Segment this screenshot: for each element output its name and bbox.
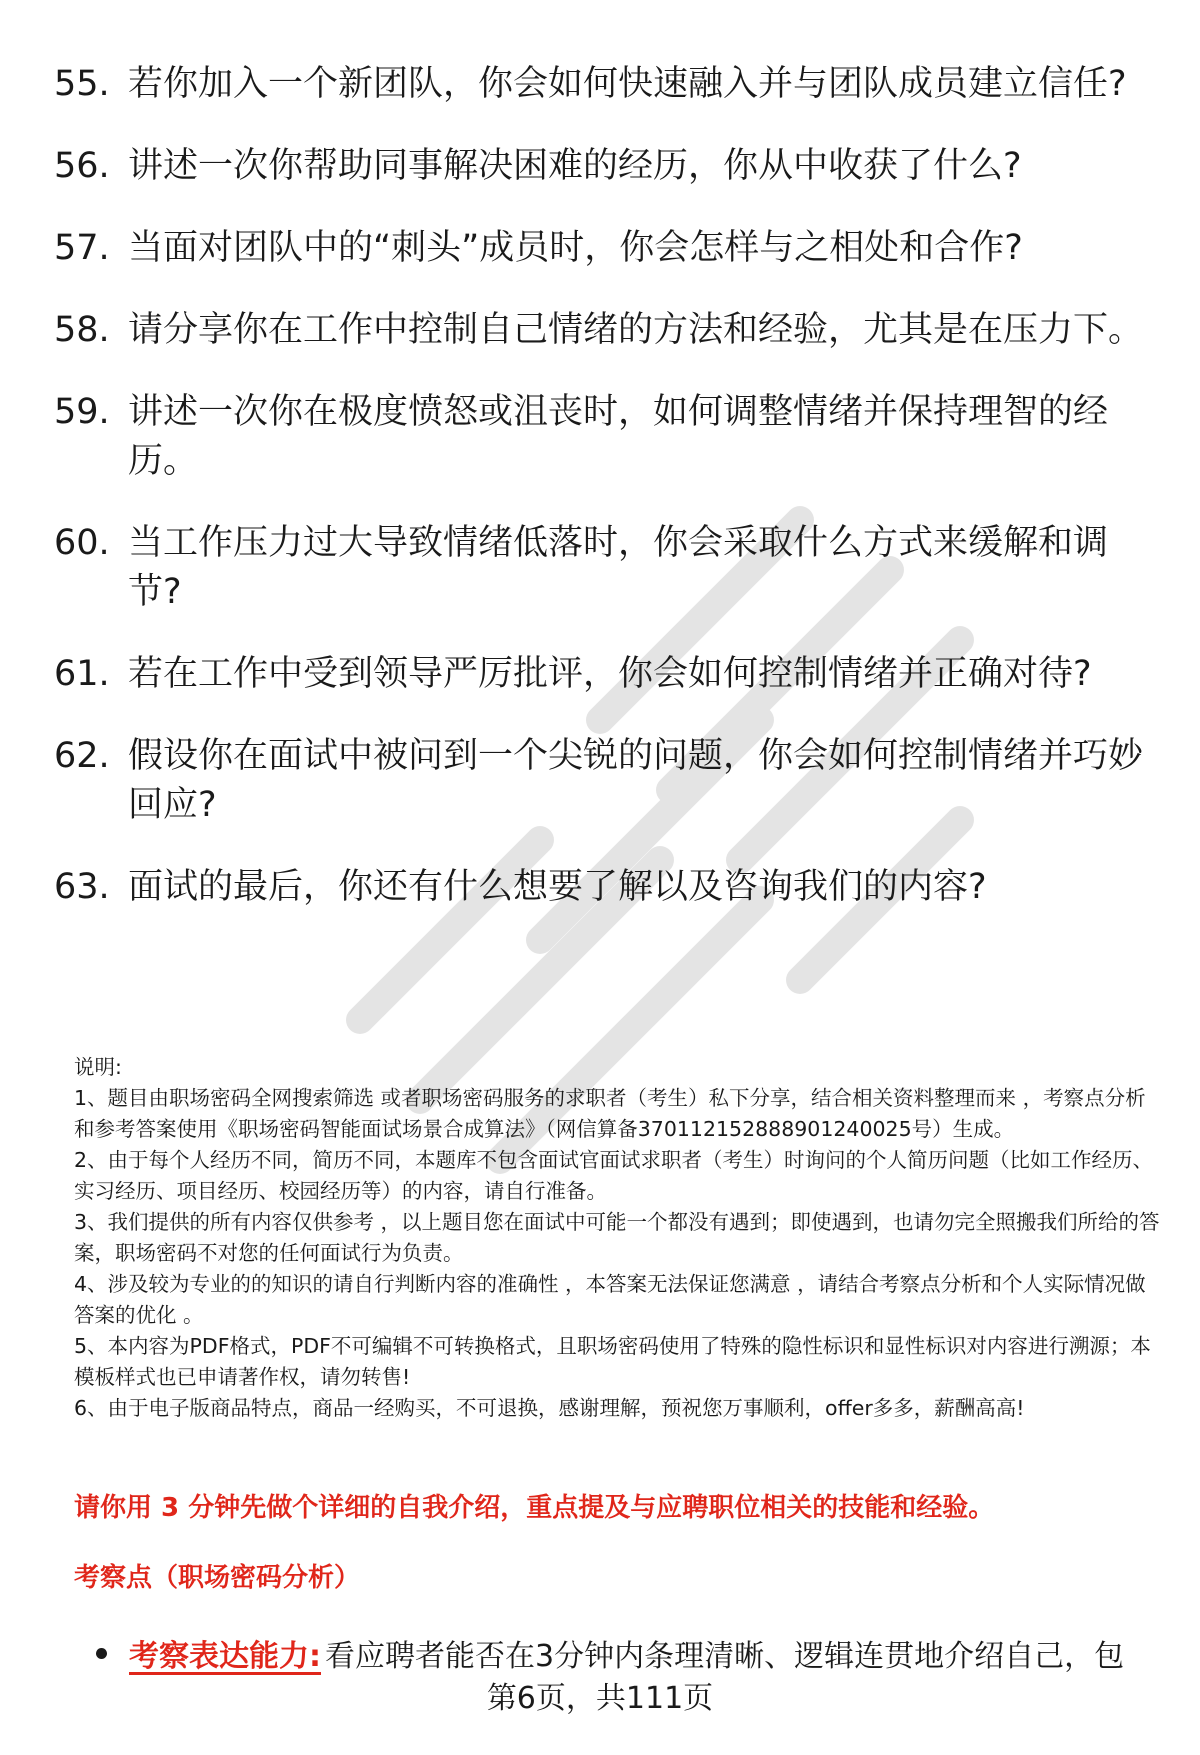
note-item: 4、涉及较为专业的的知识的请自行判断内容的准确性 ，本答案无法保证您满意 ，请结合考察点分析和个人实际情况做答案的优化 。: [74, 1272, 1146, 1327]
question-text: 面试的最后，你还有什么想要了解以及咨询我们的内容?: [128, 867, 987, 907]
question-item: [54, 650, 1164, 699]
question-number: 63.: [54, 867, 110, 907]
question-number: 62.: [54, 736, 110, 776]
question-number: 61.: [54, 654, 110, 694]
intro-question: 请你用 3 分钟先做个详细的自我介绍，重点提及与应聘职位相关的技能和经验。: [74, 1493, 995, 1523]
notes-title: 说明:: [74, 1055, 122, 1079]
note-item: 3、我们提供的所有内容仅供参考 ，以上题目您在面试中可能一个都没有遇到；即使遇到，也请勿完全照搬我们所给的答案，职场密码不对您的任何面试行为负责。: [74, 1210, 1160, 1265]
question-text: 请分享你在工作中控制自己情绪的方法和经验，尤其是在压力下。: [128, 310, 1144, 350]
question-item: [54, 142, 1164, 191]
question-number: 59.: [54, 392, 110, 432]
exam-points-heading: 考察点（职场密码分析）: [74, 1563, 361, 1593]
question-list: [54, 60, 1164, 945]
question-number: 57.: [54, 228, 110, 268]
note-item: 5、本内容为PDF格式，PDF不可编辑不可转换格式，且职场密码使用了特殊的隐性标识和显性标识对内容进行溯源；本模板样式也已申请著作权，请勿转售!: [74, 1334, 1151, 1389]
note-item: 6、由于电子版商品特点，商品一经购买，不可退换，感谢理解，预祝您万事顺利，offer多多，薪酬高高!: [74, 1396, 1025, 1420]
question-item: [54, 306, 1164, 355]
question-number: 55.: [54, 64, 110, 104]
disclaimer-notes: [74, 1052, 1164, 1424]
question-number: 56.: [54, 146, 110, 186]
question-item: [54, 224, 1164, 273]
question-text: 假设你在面试中被问到一个尖锐的问题，你会如何控制情绪并巧妙回应?: [128, 736, 1144, 825]
question-item: [54, 519, 1164, 617]
exam-point-item: [96, 1636, 1176, 1678]
note-item: 1、题目由职场密码全网搜索筛选 或者职场密码服务的求职者（考生）私下分享，结合相关资料整理而来 ，考察点分析和参考答案使用《职场密码智能面试场景合成算法》（网信算备370112152888901240025号）生成。: [74, 1086, 1146, 1141]
question-item: [54, 388, 1164, 486]
question-item: [54, 60, 1164, 109]
question-number: 58.: [54, 310, 110, 350]
question-text: 若在工作中受到领导严厉批评，你会如何控制情绪并正确对待?: [128, 654, 1092, 694]
question-text: 若你加入一个新团队，你会如何快速融入并与团队成员建立信任?: [128, 64, 1127, 104]
question-text: 当面对团队中的“刺头”成员时，你会怎样与之相处和合作?: [128, 228, 1023, 268]
page-footer: 第6页，共111页: [486, 1681, 714, 1716]
question-item: [54, 732, 1164, 830]
question-item: [54, 863, 1164, 912]
question-text: 当工作压力过大导致情绪低落时，你会采取什么方式来缓解和调节?: [128, 523, 1109, 612]
question-text: 讲述一次你在极度愤怒或沮丧时，如何调整情绪并保持理智的经历。: [128, 392, 1109, 481]
question-text: 讲述一次你帮助同事解决困难的经历，你从中收获了什么?: [128, 146, 1022, 186]
note-item: 2、由于每个人经历不同，简历不同，本题库不包含面试官面试求职者（考生）时询问的个人简历问题（比如工作经历、实习经历、项目经历、校园经历等）的内容，请自行准备。: [74, 1148, 1154, 1203]
bullet-icon: [96, 1648, 107, 1659]
exam-point-label: 考察表达能力:: [129, 1639, 321, 1674]
question-number: 60.: [54, 523, 110, 563]
exam-point-text: 看应聘者能否在3分钟内条理清晰、逻辑连贯地介绍自己，包: [325, 1639, 1125, 1674]
